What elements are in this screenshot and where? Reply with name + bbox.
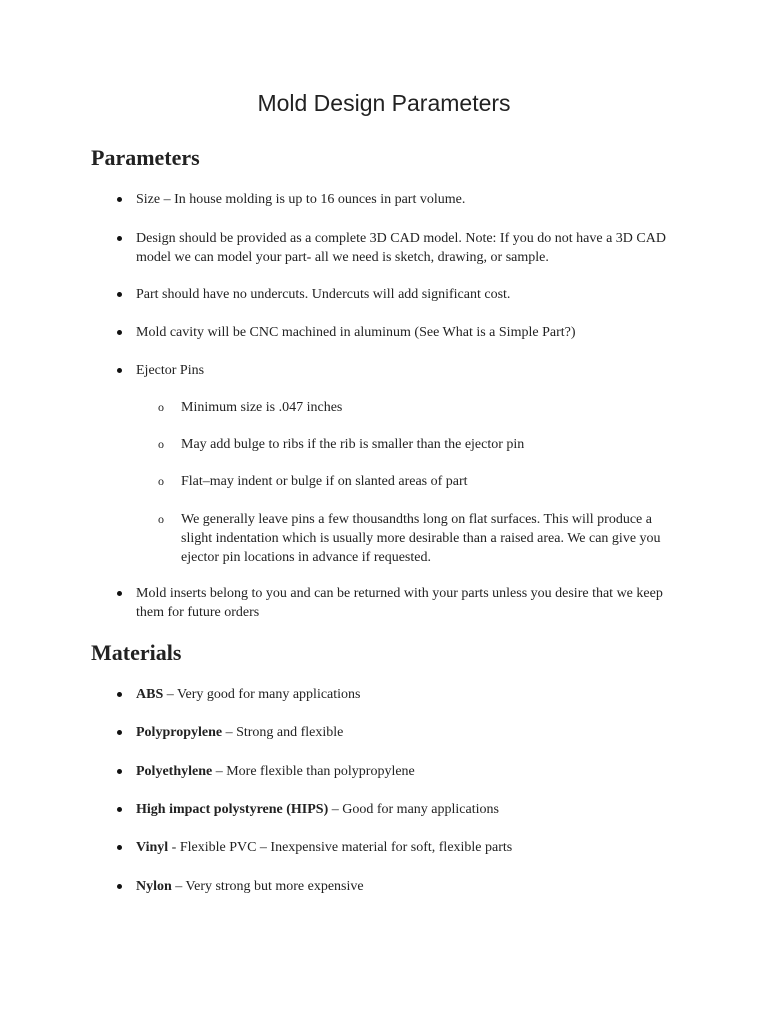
material-description: – More flexible than polypropylene: [212, 764, 415, 779]
list-item-text: Mold cavity will be CNC machined in aluminum (See What is a Simple Part?): [136, 325, 576, 340]
bullet-icon: [117, 236, 122, 241]
bullet-icon: [117, 197, 122, 202]
circle-bullet-icon: o: [158, 512, 164, 526]
list-item: [136, 323, 681, 342]
document-title: Mold Design Parameters: [257, 90, 511, 116]
material-name: High impact polystyrene (HIPS): [136, 802, 329, 817]
sub-list-item-text: We generally leave pins a few thousandths long on flat surfaces. This will produce a slight indentation which is usually more desirable than a raised area. We can give you ejector pin locations in advance if requested.: [181, 512, 661, 565]
list-item: [136, 877, 681, 896]
material-name: Polyethylene: [136, 764, 213, 779]
bullet-icon: [117, 692, 122, 697]
material-description: - Flexible PVC – Inexpensive material for soft, flexible parts: [168, 840, 513, 855]
material-name: Polypropylene: [136, 725, 223, 740]
circle-bullet-icon: o: [158, 400, 164, 414]
list-item-text: Design should be provided as a complete 3D CAD model. Note: If you do not have a 3D CAD model we can model your part- all we need is sketch, drawing, or sample.: [136, 231, 666, 265]
list-item: [136, 685, 681, 704]
circle-bullet-icon: o: [158, 437, 164, 451]
list-item: [136, 229, 681, 267]
bullet-icon: [117, 292, 122, 297]
list-item: [136, 800, 681, 819]
list-item: [136, 285, 681, 304]
list-item: [136, 838, 681, 857]
sub-list-item-text: Flat–may indent or bulge if on slanted areas of part: [181, 474, 468, 489]
list-item: [136, 723, 681, 742]
bullet-icon: [117, 884, 122, 889]
material-name: ABS: [136, 687, 164, 702]
bullet-icon: [117, 730, 122, 735]
list-item-text: Size – In house molding is up to 16 ounces in part volume.: [136, 192, 466, 207]
material-description: – Good for many applications: [328, 802, 499, 817]
list-item-text: Mold inserts belong to you and can be returned with your parts unless you desire that we keep them for future orders: [136, 586, 663, 620]
material-description: – Very good for many applications: [163, 687, 361, 702]
material-name: Nylon: [136, 879, 172, 894]
bullet-icon: [117, 330, 122, 335]
section-heading-parameters: Parameters: [91, 145, 200, 170]
list-item: [136, 762, 681, 781]
list-item: [136, 584, 681, 622]
list-item: [136, 190, 681, 209]
circle-bullet-icon: o: [158, 474, 164, 488]
sub-list-item: [158, 472, 681, 491]
list-item-text: Ejector Pins: [136, 363, 205, 378]
list-item-text: Part should have no undercuts. Undercuts will add significant cost.: [136, 287, 511, 302]
sub-list-item: [158, 510, 681, 567]
bullet-icon: [117, 368, 122, 373]
bullet-icon: [117, 845, 122, 850]
material-name: Vinyl: [136, 840, 169, 855]
list-item: [136, 361, 681, 380]
material-description: – Very strong but more expensive: [171, 879, 364, 894]
sub-list-item-text: May add bulge to ribs if the rib is smaller than the ejector pin: [181, 437, 525, 452]
bullet-icon: [117, 807, 122, 812]
sub-list-item: [158, 398, 681, 417]
bullet-icon: [117, 591, 122, 596]
bullet-icon: [117, 769, 122, 774]
section-heading-materials: Materials: [91, 640, 182, 665]
sub-list-item-text: Minimum size is .047 inches: [181, 400, 343, 415]
material-description: – Strong and flexible: [222, 725, 344, 740]
sub-list-item: [158, 435, 681, 454]
